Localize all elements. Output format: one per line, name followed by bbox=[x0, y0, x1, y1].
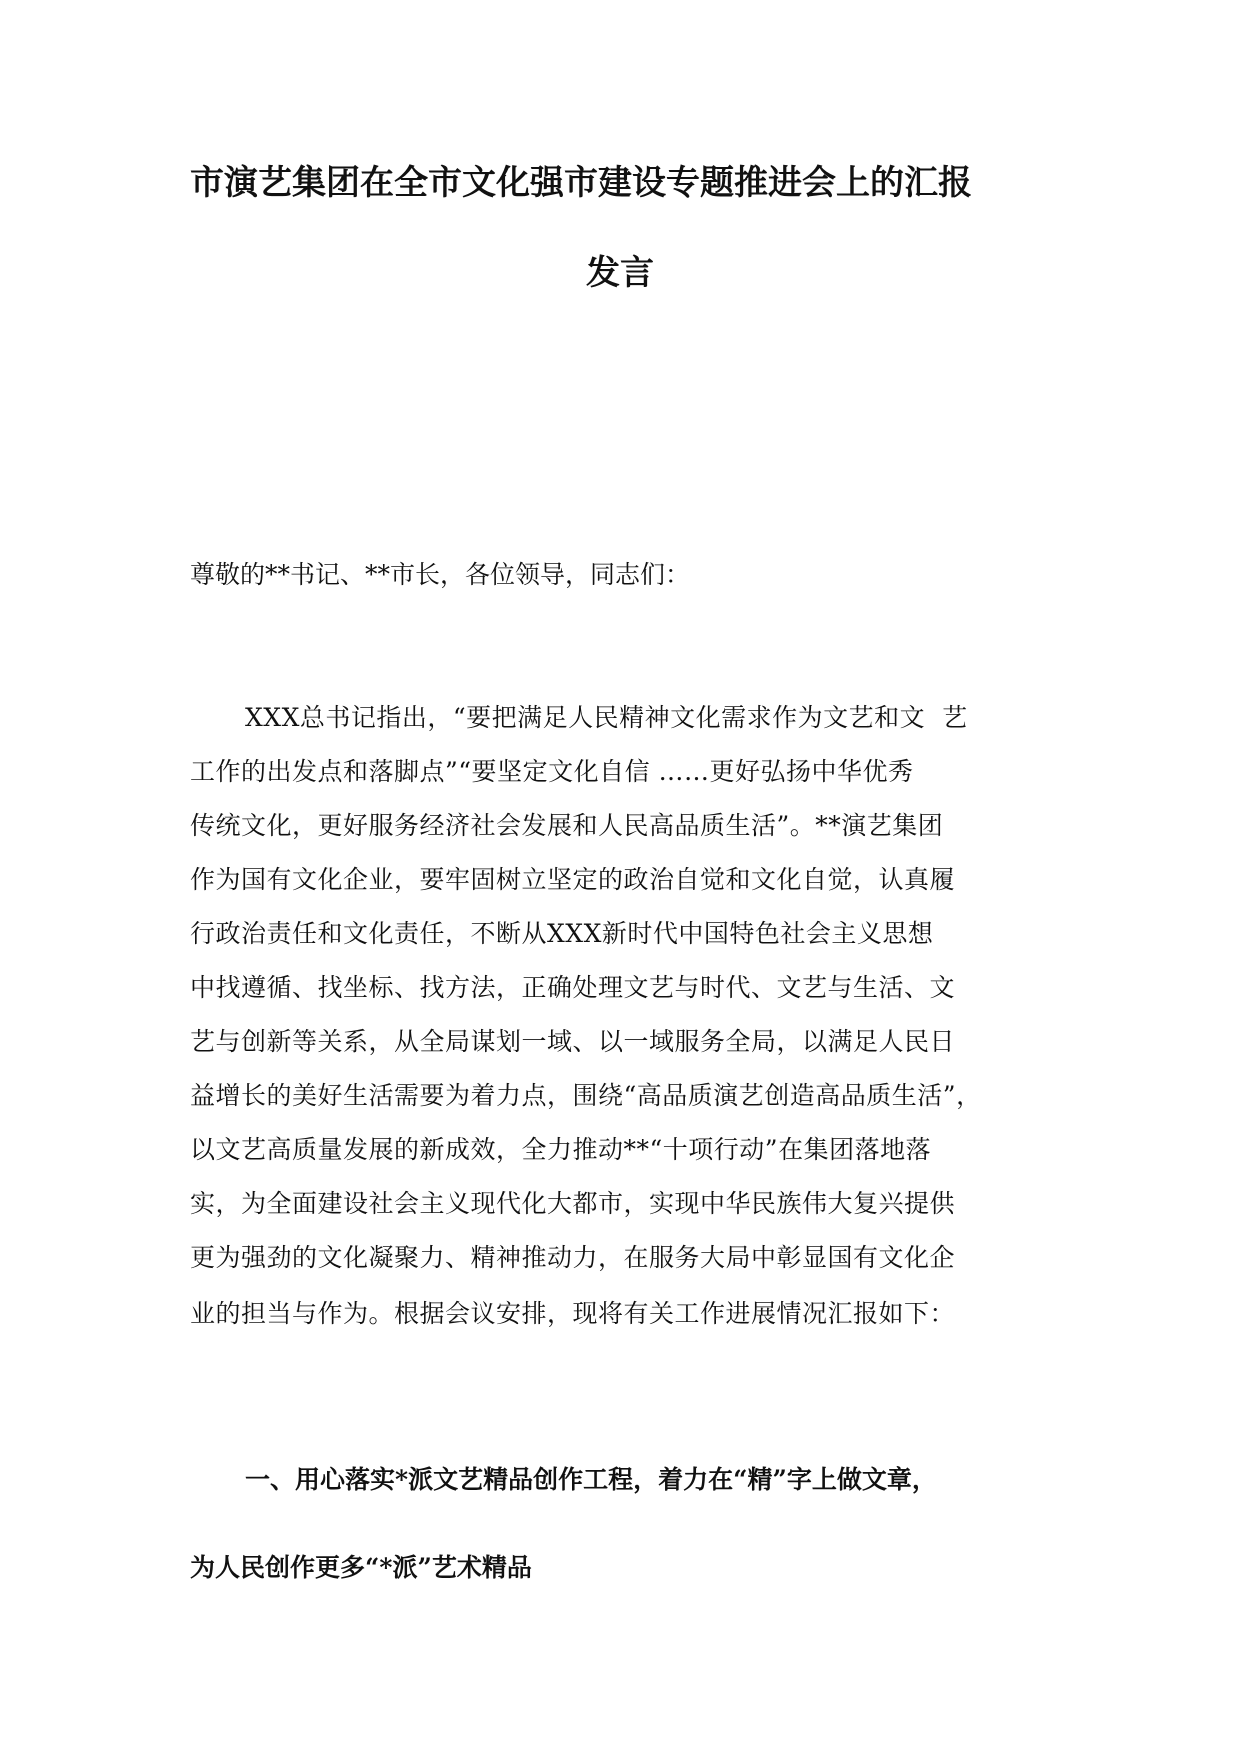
paragraph-line: 艺与创新等关系，从全局谋划一域、以一域服务全局，以满足人民日 bbox=[190, 1027, 956, 1056]
paragraph-line: 更为强劲的文化凝聚力、精神推动力，在服务大局中彰显国有文化企 bbox=[190, 1243, 956, 1272]
paragraph-line: 业的担当与作为。根据会议安排，现将有关工作进展情况汇报如下： bbox=[190, 1299, 956, 1328]
salutation: 尊敬的**书记、**市长，各位领导，同志们： bbox=[190, 560, 691, 589]
document-title-line-1: 市演艺集团在全市文化强市建设专题推进会上的汇报 bbox=[190, 163, 972, 203]
paragraph-line: 益增长的美好生活需要为着力点，围绕“高品质演艺创造高品质生活”， bbox=[190, 1081, 982, 1110]
paragraph-line: 中找遵循、找坐标、找方法，正确处理文艺与时代、文艺与生活、文 bbox=[190, 973, 956, 1002]
section-heading-line: 为人民创作更多“*派”艺术精品 bbox=[190, 1553, 532, 1582]
paragraph-line: 行政治责任和文化责任，不断从XXX新时代中国特色社会主义思想 bbox=[190, 919, 934, 948]
section-heading-line: 一、用心落实*派文艺精品创作工程，着力在“精”字上做文章， bbox=[245, 1465, 937, 1494]
document-title-line-2: 发言 bbox=[586, 253, 654, 293]
paragraph-line: 作为国有文化企业，要牢固树立坚定的政治自觉和文化自觉，认真履 bbox=[190, 865, 956, 894]
paragraph-line: XXX总书记指出，“要把满足人民精神文化需求作为文艺和文 艺 bbox=[245, 703, 968, 732]
paragraph-line: 以文艺高质量发展的新成效，全力推动**“十项行动”在集团落地落 bbox=[190, 1135, 932, 1164]
paragraph-line: 工作的出发点和落脚点”“要坚定文化自信 ……更好弘扬中华优秀 bbox=[190, 757, 914, 786]
paragraph-line: 实，为全面建设社会主义现代化大都市，实现中华民族伟大复兴提供 bbox=[190, 1189, 956, 1218]
paragraph-line: 传统文化，更好服务经济社会发展和人民高品质生活”。**演艺集团 bbox=[190, 811, 944, 840]
